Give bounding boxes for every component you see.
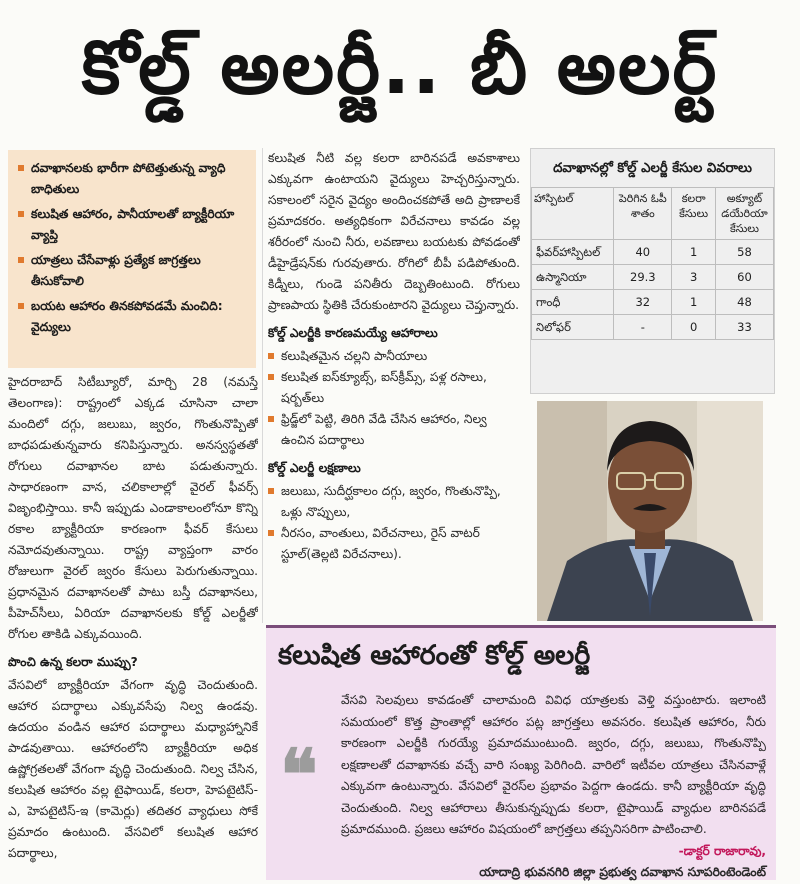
table-cell: 33: [715, 315, 773, 340]
table-cell: 1: [672, 240, 716, 265]
list-item: కలుషిత ఐస్‌క్యూబ్స్, ఐస్‌క్రీమ్స్, పళ్ల రసాలు, షర్బత్‌లు: [268, 367, 520, 409]
highlight-item: బయట ఆహారం తినకపోవడమే మంచిది: వైద్యులు: [18, 296, 246, 338]
quote-author-role: యాదాద్రి భువనగిరి జిల్లా ప్రభుత్వ దవాఖాన సూపరింటెండెంట్: [479, 865, 766, 879]
table-header: అక్యూట్ డయేరియా కేసులు: [715, 188, 773, 240]
causes-title: కోల్డ్ ఎలర్జీకి కారణమయ్యే ఆహారాలు: [268, 326, 438, 340]
table-cell: 48: [715, 290, 773, 315]
section-subhead: పొంచి ఉన్న కలరా ముప్పు?: [8, 655, 138, 669]
bullet-icon: [18, 257, 24, 263]
table-cell: నిలోఫర్: [532, 315, 614, 340]
highlight-item: కలుషిత ఆహారం, పానీయాలతో బ్యాక్టీరియా వ్యాప్తి: [18, 204, 246, 246]
table-cell: ఉస్మానియా: [532, 265, 614, 290]
table-cell: గాంధీ: [532, 290, 614, 315]
cases-table: [531, 187, 774, 340]
table-title: దవాఖానల్లో కోల్డ్ ఎలర్జీ కేసుల వివరాలు: [553, 161, 752, 176]
bullet-icon: [18, 165, 24, 171]
bullet-icon: [18, 211, 24, 217]
table-row: [532, 315, 774, 340]
quote-box: [266, 625, 776, 880]
table-header: హాస్పిటల్: [532, 188, 614, 240]
table-cell: 29.3: [614, 265, 672, 290]
middle-column: [268, 148, 520, 618]
quote-mark-icon: ❝: [280, 733, 318, 816]
list-item: జలుబు, సుదీర్ఘకాలం దగ్గు, జ్వరం, గొంతునొప్పి, ఒళ్లు నొప్పులు,: [268, 481, 520, 523]
table-cell: 58: [715, 240, 773, 265]
table-header-row: [532, 188, 774, 240]
highlight-item: దవాఖానలకు భారీగా పోటెత్తుతున్న వ్యాధి బాధితులు: [18, 158, 246, 200]
table-header: పెరిగిన ఓపీ శాతం: [614, 188, 672, 240]
article-paragraph: కలుషిత నీటి వల్ల కలరా బారినపడే అవకాశాలు ఎక్కువగా ఉంటాయని వైద్యులు హెచ్చరిస్తున్నారు. సకాలంలో సరైన వైద్యం అందించకపోతే అది ప్రాణాలకే ప్రమాదకరం. అత్యధికంగా విరేచనాలు కావడం వల్ల శరీరంలో నుంచి నీరు, లవణాలు బయటకు పోవడంతో డీహైడ్రేషన్‌కు గురవుతారు. రోగిలో బీపీ పడిపోతుంది. కిడ్నీలు, గుండె పనితీరు దెబ్బతింటుంది. రోగులు ప్రాణపాయ స్థితికి చేరుకుంటారని వైద్యులు చెప్తున్నారు.: [268, 151, 520, 312]
article-paragraph: హైదరాబాద్ సిటీబ్యూరో, మార్చి 28 (నమస్తే తెలంగాణ): రాష్ట్రంలో ఎక్కడ చూసినా చాలా మందిలో దగ్గు, జలుబు, జ్వరం, గొంతునొప్పితో బాధపడుతున్నవారు కనిపిస్తున్నారు. అనస్వస్థతతో రోగులు దవాఖానల బాట పడుతున్నారు. సాధారణంగా వాన, చలికాలాల్లో వైరల్ ఫీవర్స్ విజృంభిస్తాయి. కానీ ఇప్పుడు ఎండాకాలంలోనూ కొన్ని రకాల బ్యాక్టీరియా కారణంగా ఫీవర్ కేసులు నమోదవుతున్నాయి. రాష్ట్ర వ్యాప్తంగా వారం రోజులుగా వైరల్ జ్వరం కేసులు పెరుగుతున్నాయి. ప్రధానమైన దవాఖానలతో పాటు బస్తీ దవాఖానలు, పీహెచ్‌సీలు, ఏరియా దవాఖానలకు కోల్డ్ ఎలర్జీతో రోగుల తాకిడి ఎక్కువయింది.: [8, 375, 258, 641]
table-cell: 1: [672, 290, 716, 315]
bullet-icon: [268, 353, 274, 359]
list-item: ఫ్రిడ్జ్‌లో పెట్టి, తిరిగి వేడి చేసిన ఆహారం, నిల్వ ఉంచిన పదార్థాలు: [268, 409, 520, 451]
quote-title: కలుషిత ఆహారంతో కోల్డ్ అలర్జీ: [278, 640, 591, 671]
table-row: [532, 290, 774, 315]
bullet-icon: [268, 530, 274, 536]
left-column: [8, 372, 258, 880]
bullet-icon: [268, 374, 274, 380]
table-cell: 32: [614, 290, 672, 315]
table-row: [532, 265, 774, 290]
doctor-portrait-icon: [537, 401, 763, 621]
quote-author: -డాక్టర్ రాజారావు,: [678, 843, 766, 858]
table-row: [532, 240, 774, 265]
table-cell: ఫీవర్‌హాస్పిటల్: [532, 240, 614, 265]
quote-body: [341, 690, 766, 884]
table-header: కలరా కేసులు: [672, 188, 716, 240]
headline: కోల్డ్ అలర్జీ.. బీ అలర్ట్: [81, 25, 719, 111]
symptoms-title: కోల్డ్ ఎలర్జీ లక్షణాలు: [268, 461, 361, 475]
bullet-icon: [268, 488, 274, 494]
article-paragraph: వేసవిలో బ్యాక్టీరియా వేగంగా వృద్ధి చెందుతుంది. ఆహార పదార్థాలు ఎక్కువసేపు నిల్వ ఉండవు. ఉదయం వండిన ఆహార పదార్థాలు మధ్యాహ్నానికే పాడవుతాయి. ఆహారంలోని బ్యాక్టీరియా అధిక ఉష్ణోగ్రతలతో వేగంగా వృద్ధి చెందుతుంది. నిల్వ చేసిన, కలుషిత ఆహారం వల్ల టైఫాయిడ్, కలరా, హెపటైటిస్-ఎ, హెపటైటిస్-ఇ (కామెర్లు) తదితర వ్యాధులు సోకే ప్రమాదం ఉంటుంది. వేసవిలో కలుషిత ఆహార పదార్థాలు,: [8, 678, 258, 860]
highlights-box: [8, 150, 256, 368]
quote-text: వేసవి సెలవులు కావడంతో చాలామంది వివిధ యాత్రలకు వెళ్తి వస్తుంటారు. ఇలాంటి సమయంలో కొత్త ప్రాంతాల్లో ఆహారం పట్ల జాగ్రత్తలు అవసరం. కలుషిత ఆహారం, నీరు కారణంగా ఎలర్జీకి గురయ్యే ప్రమాదముంటుంది. జ్వరం, దగ్గు, జలుబు, గొంతునొప్పి లక్షణాలతో దవాఖానకు వచ్చే వారి సంఖ్య పెరిగింది. వారిలో ఇటీవల యాత్రలు చేసినవాళ్లే ఎక్కువగా ఉంటున్నారు. వేసవిలో వైరస్‌ల ప్రభావం పెద్దగా ఉండదు. కానీ బ్యాక్టీరియా వృద్ధి చెందుతుంది. నిల్వ ఆహారాలు తీసుకున్నప్పుడు కలరా, టైఫాయిడ్ వ్యాధుల బారినపడే ప్రమాదముంది. ప్రజలు ఆహారం విషయంలో జాగ్రత్తలు తప్పనిసరిగా పాటించాలి.: [341, 693, 766, 836]
cases-table-box: [530, 148, 775, 394]
table-cell: -: [614, 315, 672, 340]
table-cell: 60: [715, 265, 773, 290]
column-divider: [262, 148, 263, 623]
highlight-item: యాత్రలు చేసేవాళ్లు ప్రత్యేక జాగ్రత్తలు తీసుకోవాలి: [18, 250, 246, 292]
bullet-icon: [268, 416, 274, 422]
list-item: నీరసం, వాంతులు, విరేచనాలు, రైస్ వాటర్ స్టూల్(తెల్లటి విరేచనాలు).: [268, 523, 520, 565]
doctor-photo: [537, 401, 763, 621]
list-item: కలుషితమైన చల్లని పానీయాలు: [268, 346, 520, 367]
bullet-icon: [18, 303, 24, 309]
table-cell: 3: [672, 265, 716, 290]
table-cell: 0: [672, 315, 716, 340]
table-cell: 40: [614, 240, 672, 265]
